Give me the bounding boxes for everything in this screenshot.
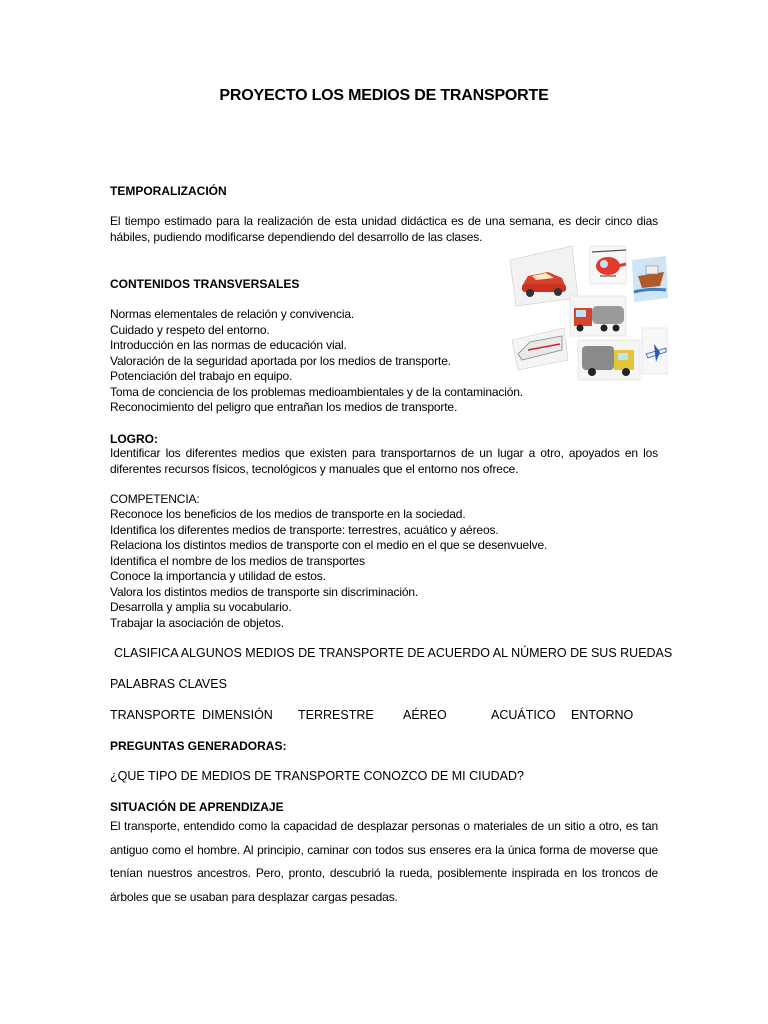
garbage-truck-icon bbox=[578, 340, 640, 380]
preguntas-question: ¿QUE TIPO DE MEDIOS DE TRANSPORTE CONOZCO DE MI CIUDAD? bbox=[110, 769, 524, 783]
list-item: Valora los distintos medios de transporte sin discriminación. bbox=[110, 584, 419, 599]
competencia-heading: COMPETENCIA: bbox=[110, 492, 200, 506]
list-item: Relaciona los distintos medios de transporte con el medio en el que se desenvuelve. bbox=[110, 538, 548, 552]
keyword: ACUÁTICO bbox=[491, 708, 556, 722]
preguntas-heading: PREGUNTAS GENERADORAS: bbox=[110, 739, 287, 753]
boat-icon bbox=[632, 256, 668, 302]
situacion-text: El transporte, entendido como la capacidad de desplazar personas o materiales de un sitio a otro, es tan antiguo como el hombre. Al principio, caminar con todos sus enseres era la única forma de moverse que tenían nuestros ancestros. Pero, pronto, descubrió la rueda, posiblemente inspirada en los troncos de árboles que se usaban para desplazar cargas pesadas. bbox=[110, 819, 658, 904]
clasifica-statement: CLASIFICA ALGUNOS MEDIOS DE TRANSPORTE DE ACUERDO AL NÚMERO DE SUS RUEDAS bbox=[114, 646, 673, 660]
train-icon bbox=[512, 328, 568, 370]
contenidos-heading: CONTENIDOS TRANSVERSALES bbox=[110, 277, 300, 291]
temporalizacion-text: El tiempo estimado para la realización de esta unidad didáctica es de una semana, es decir cinco dias hábiles, pudiendo modificarse dependiendo del desarrollo de las clases. bbox=[110, 214, 658, 244]
contenidos-list bbox=[110, 307, 523, 416]
list-item: Identifica los diferentes medios de transporte: terrestres, acuático y aéreos. bbox=[110, 522, 499, 537]
keyword: AÉREO bbox=[403, 708, 447, 722]
list-item: Introducción en las normas de educación vial. bbox=[110, 338, 347, 352]
keyword: DIMENSIÓN bbox=[202, 708, 273, 722]
list-item: Trabajar la asociación de objetos. bbox=[110, 615, 284, 630]
situacion-heading: SITUACIÓN DE APRENDIZAJE bbox=[110, 800, 284, 814]
keyword: TRANSPORTE bbox=[110, 708, 196, 722]
list-item: Toma de conciencia de los problemas medioambientales y de la contaminación. bbox=[110, 384, 523, 399]
list-item: Reconocimiento del peligro que entrañan los medios de transporte. bbox=[110, 400, 458, 414]
list-item: Valoración de la seguridad aportada por los medios de transporte. bbox=[110, 353, 451, 368]
logro-text: Identificar los diferentes medios que existen para transportarnos de un lugar a otro, apoyados en los diferentes recursos físicos, tecnológicos y manuales que el entorno nos ofrece. bbox=[110, 446, 658, 476]
truck-icon bbox=[570, 296, 626, 336]
competencia-list bbox=[110, 507, 547, 631]
airplane-icon bbox=[642, 328, 668, 374]
list-item: Identifica el nombre de los medios de transportes bbox=[110, 553, 365, 568]
list-item: Normas elementales de relación y convivencia. bbox=[110, 307, 355, 321]
car-icon bbox=[510, 246, 578, 306]
transport-illustration bbox=[508, 242, 668, 382]
document-title: PROYECTO LOS MEDIOS DE TRANSPORTE bbox=[219, 87, 549, 104]
list-item: Conoce la importancia y utilidad de estos. bbox=[110, 569, 326, 583]
list-item: Cuidado y respeto del entorno. bbox=[110, 322, 270, 337]
logro-heading: LOGRO: bbox=[110, 432, 158, 446]
helicopter-icon bbox=[590, 246, 626, 284]
list-item: Potenciación del trabajo en equipo. bbox=[110, 369, 293, 383]
palabras-heading: PALABRAS CLAVES bbox=[110, 677, 227, 691]
list-item: Desarrolla y amplia su vocabulario. bbox=[110, 600, 292, 614]
temporalizacion-heading: TEMPORALIZACIÓN bbox=[110, 184, 227, 198]
keyword: ENTORNO bbox=[571, 708, 634, 722]
keyword: TERRESTRE bbox=[298, 708, 374, 722]
list-item: Reconoce los beneficios de los medios de transporte en la sociedad. bbox=[110, 507, 466, 521]
